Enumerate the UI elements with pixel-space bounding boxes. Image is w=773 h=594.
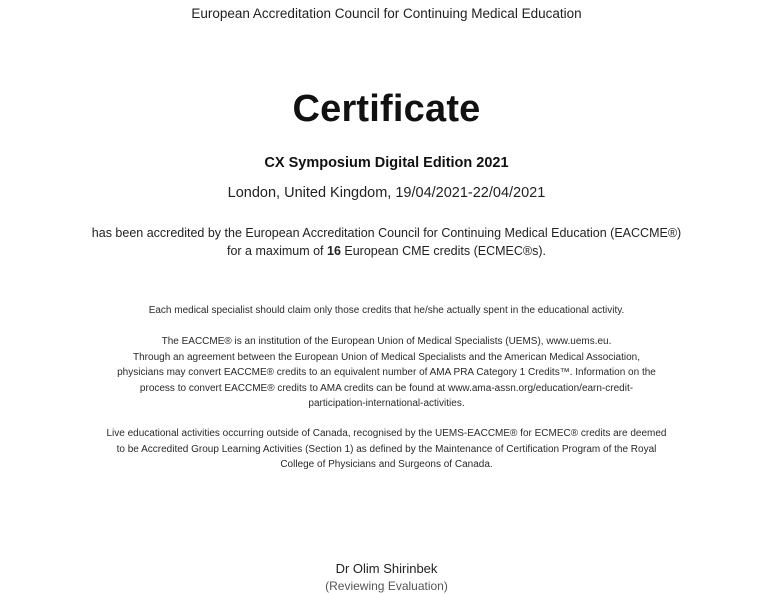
- signer-name: Dr Olim Shirinbek: [335, 561, 438, 576]
- event-location-dates: London, United Kingdom, 19/04/2021-22/04/2021: [227, 185, 546, 201]
- accreditation-line-1: has been accredited by the European Accreditation Council for Continuing Medical Education (EACCME®): [91, 226, 682, 240]
- canada-paragraph: [0, 426, 773, 473]
- eaccme-line: participation-international-activities.: [308, 398, 465, 409]
- event-name: CX Symposium Digital Edition 2021: [264, 155, 509, 171]
- council-header: European Accreditation Council for Continuing Medical Education: [191, 6, 582, 21]
- claim-note: Each medical specialist should claim only those credits that he/she actually spent in the educational activity.: [148, 305, 625, 316]
- canada-line: to be Accredited Group Learning Activities (Section 1) as defined by the Maintenance of Certification Program of the Royal: [116, 443, 657, 455]
- accreditation-line-2: [0, 242, 773, 260]
- credits-prefix: for a maximum of: [226, 244, 327, 258]
- certificate-title: Certificate: [292, 88, 481, 130]
- eaccme-line: Through an agreement between the European Union of Medical Specialists and the American Medical Association,: [133, 351, 640, 363]
- signer-role: (Reviewing Evaluation): [325, 579, 448, 593]
- canada-line: College of Physicians and Surgeons of Canada.: [280, 459, 493, 470]
- canada-line: Live educational activities occurring outside of Canada, recognised by the UEMS-EACCME® for ECMEC® credits are deemed: [106, 428, 667, 439]
- eaccme-line: The EACCME® is an institution of the European Union of Medical Specialists (UEMS), www.uems.eu.: [161, 336, 612, 347]
- eaccme-paragraph: [0, 334, 773, 412]
- eaccme-line: physicians may convert EACCME® credits to an equivalent number of AMA PRA Category 1 Credits™. Information on the: [117, 367, 656, 378]
- credits-value: 16: [327, 244, 341, 258]
- credits-suffix: European CME credits (ECMEC®s).: [340, 244, 547, 258]
- accreditation-statement: [0, 224, 773, 260]
- eaccme-line: process to convert EACCME® credits to AMA credits can be found at www.ama-assn.org/education/earn-credit-: [139, 382, 634, 394]
